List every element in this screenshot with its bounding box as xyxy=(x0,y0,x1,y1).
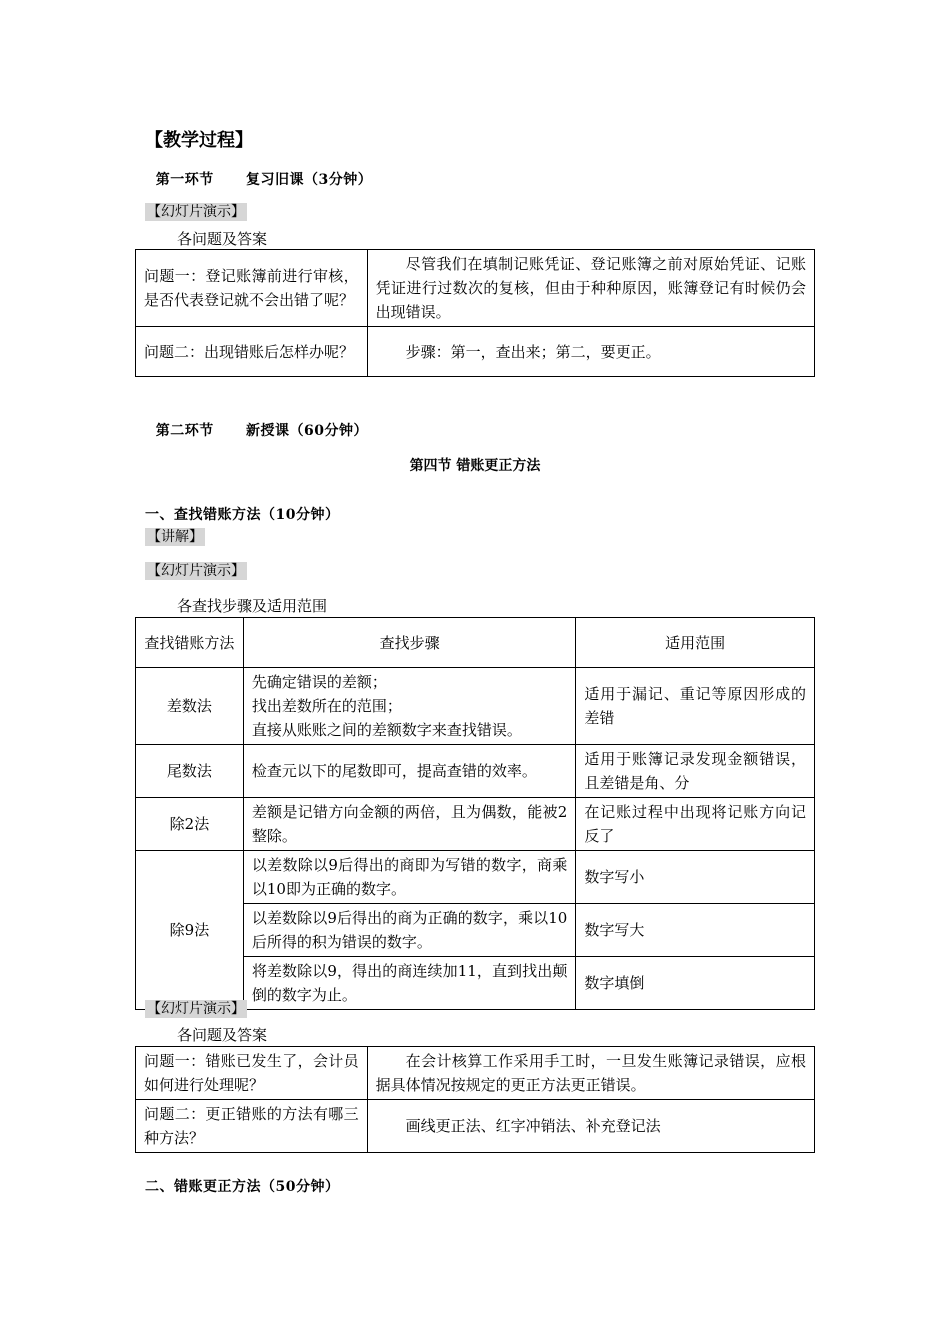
scope-cell: 在记账过程中出现将记账方向记反了 xyxy=(576,798,815,851)
steps-cell: 差额是记错方向金额的两倍，且为偶数，能被2整除。 xyxy=(243,798,575,851)
section-1-title: 复习旧课（3分钟） xyxy=(246,172,373,188)
section-1-label: 第一环节 xyxy=(155,172,214,188)
step-line: 直接从账账之间的差额数字来查找错误。 xyxy=(251,721,522,739)
section-2-title: 新授课（60分钟） xyxy=(246,423,368,439)
question-cell: 问题二：出现错账后怎样办呢？ xyxy=(136,327,368,377)
step-line: 先确定错误的差额； xyxy=(251,673,387,691)
part-2-title: 二、错账更正方法（50分钟） xyxy=(145,1179,340,1195)
column-header: 查找错账方法 xyxy=(136,618,244,668)
steps-cell xyxy=(243,668,575,745)
part-1-title: 一、查找错账方法（10分钟） xyxy=(145,507,340,523)
column-header: 适用范围 xyxy=(576,618,815,668)
slide-tag: 【幻灯片演示】 xyxy=(147,204,245,220)
step-line: 找出差数所在的范围； xyxy=(251,697,402,715)
table-row xyxy=(136,798,815,851)
column-header: 查找步骤 xyxy=(243,618,575,668)
method-cell: 差数法 xyxy=(136,668,244,745)
table-row xyxy=(136,668,815,745)
method-cell: 尾数法 xyxy=(136,745,244,798)
question-cell: 问题一：错账已发生了，会计员如何进行处理呢？ xyxy=(136,1047,368,1100)
qa-table-1 xyxy=(135,249,815,377)
steps-cell: 将差数除以9，得出的商连续加11，直到找出颠倒的数字为止。 xyxy=(243,957,575,1010)
qa-caption: 各问题及答案 xyxy=(177,230,268,248)
answer-cell: 在会计核算工作采用手工时，一旦发生账簿记录错误，应根据具体情况按规定的更正方法更正错误。 xyxy=(367,1047,814,1100)
question-cell: 问题一：登记账簿前进行审核，是否代表登记就不会出错了呢？ xyxy=(136,250,368,327)
scope-cell: 数字写小 xyxy=(576,851,815,904)
steps-caption: 各查找步骤及适用范围 xyxy=(177,597,328,615)
table-row xyxy=(136,327,815,377)
qa-caption: 各问题及答案 xyxy=(177,1026,268,1044)
qa-table-2 xyxy=(135,1046,815,1153)
scope-cell: 适用于漏记、重记等原因形成的差错 xyxy=(576,668,815,745)
section-1-heading xyxy=(145,153,372,189)
scope-cell: 数字填倒 xyxy=(576,957,815,1010)
steps-cell: 以差数除以9后得出的商为正确的数字，乘以10后所得的积为错误的数字。 xyxy=(243,904,575,957)
table-row xyxy=(136,745,815,798)
method-cell: 除2法 xyxy=(136,798,244,851)
lecture-tag: 【讲解】 xyxy=(147,529,203,545)
answer-cell: 尽管我们在填制记账凭证、登记账簿之前对原始凭证、记账凭证进行过数次的复核，但由于种种原因，账簿登记有时候仍会出现错误。 xyxy=(367,250,814,327)
question-cell: 问题二：更正错账的方法有哪三种方法？ xyxy=(136,1100,368,1153)
table-row xyxy=(136,250,815,327)
section-2-label: 第二环节 xyxy=(155,423,214,439)
answer-cell: 步骤：第一，查出来；第二，要更正。 xyxy=(367,327,814,377)
scope-cell: 适用于账簿记录发现金额错误，且差错是角、分 xyxy=(576,745,815,798)
table-row xyxy=(136,851,815,904)
slide-tag: 【幻灯片演示】 xyxy=(147,1001,245,1017)
scope-cell: 数字写大 xyxy=(576,904,815,957)
table-row xyxy=(136,1100,815,1153)
table-row xyxy=(136,1047,815,1100)
chapter-title: 第四节 错账更正方法 xyxy=(409,458,541,474)
method-cell: 除9法 xyxy=(136,851,244,1010)
answer-cell: 画线更正法、红字冲销法、补充登记法 xyxy=(367,1100,814,1153)
slide-tag: 【幻灯片演示】 xyxy=(147,563,245,579)
section-2-heading xyxy=(145,404,368,440)
steps-cell: 检查元以下的尾数即可，提高查错的效率。 xyxy=(243,745,575,798)
method-table xyxy=(135,617,815,1010)
table-header-row xyxy=(136,618,815,668)
teaching-process-heading: 【教学过程】 xyxy=(145,130,253,151)
steps-cell: 以差数除以9后得出的商即为写错的数字，商乘以10即为正确的数字。 xyxy=(243,851,575,904)
